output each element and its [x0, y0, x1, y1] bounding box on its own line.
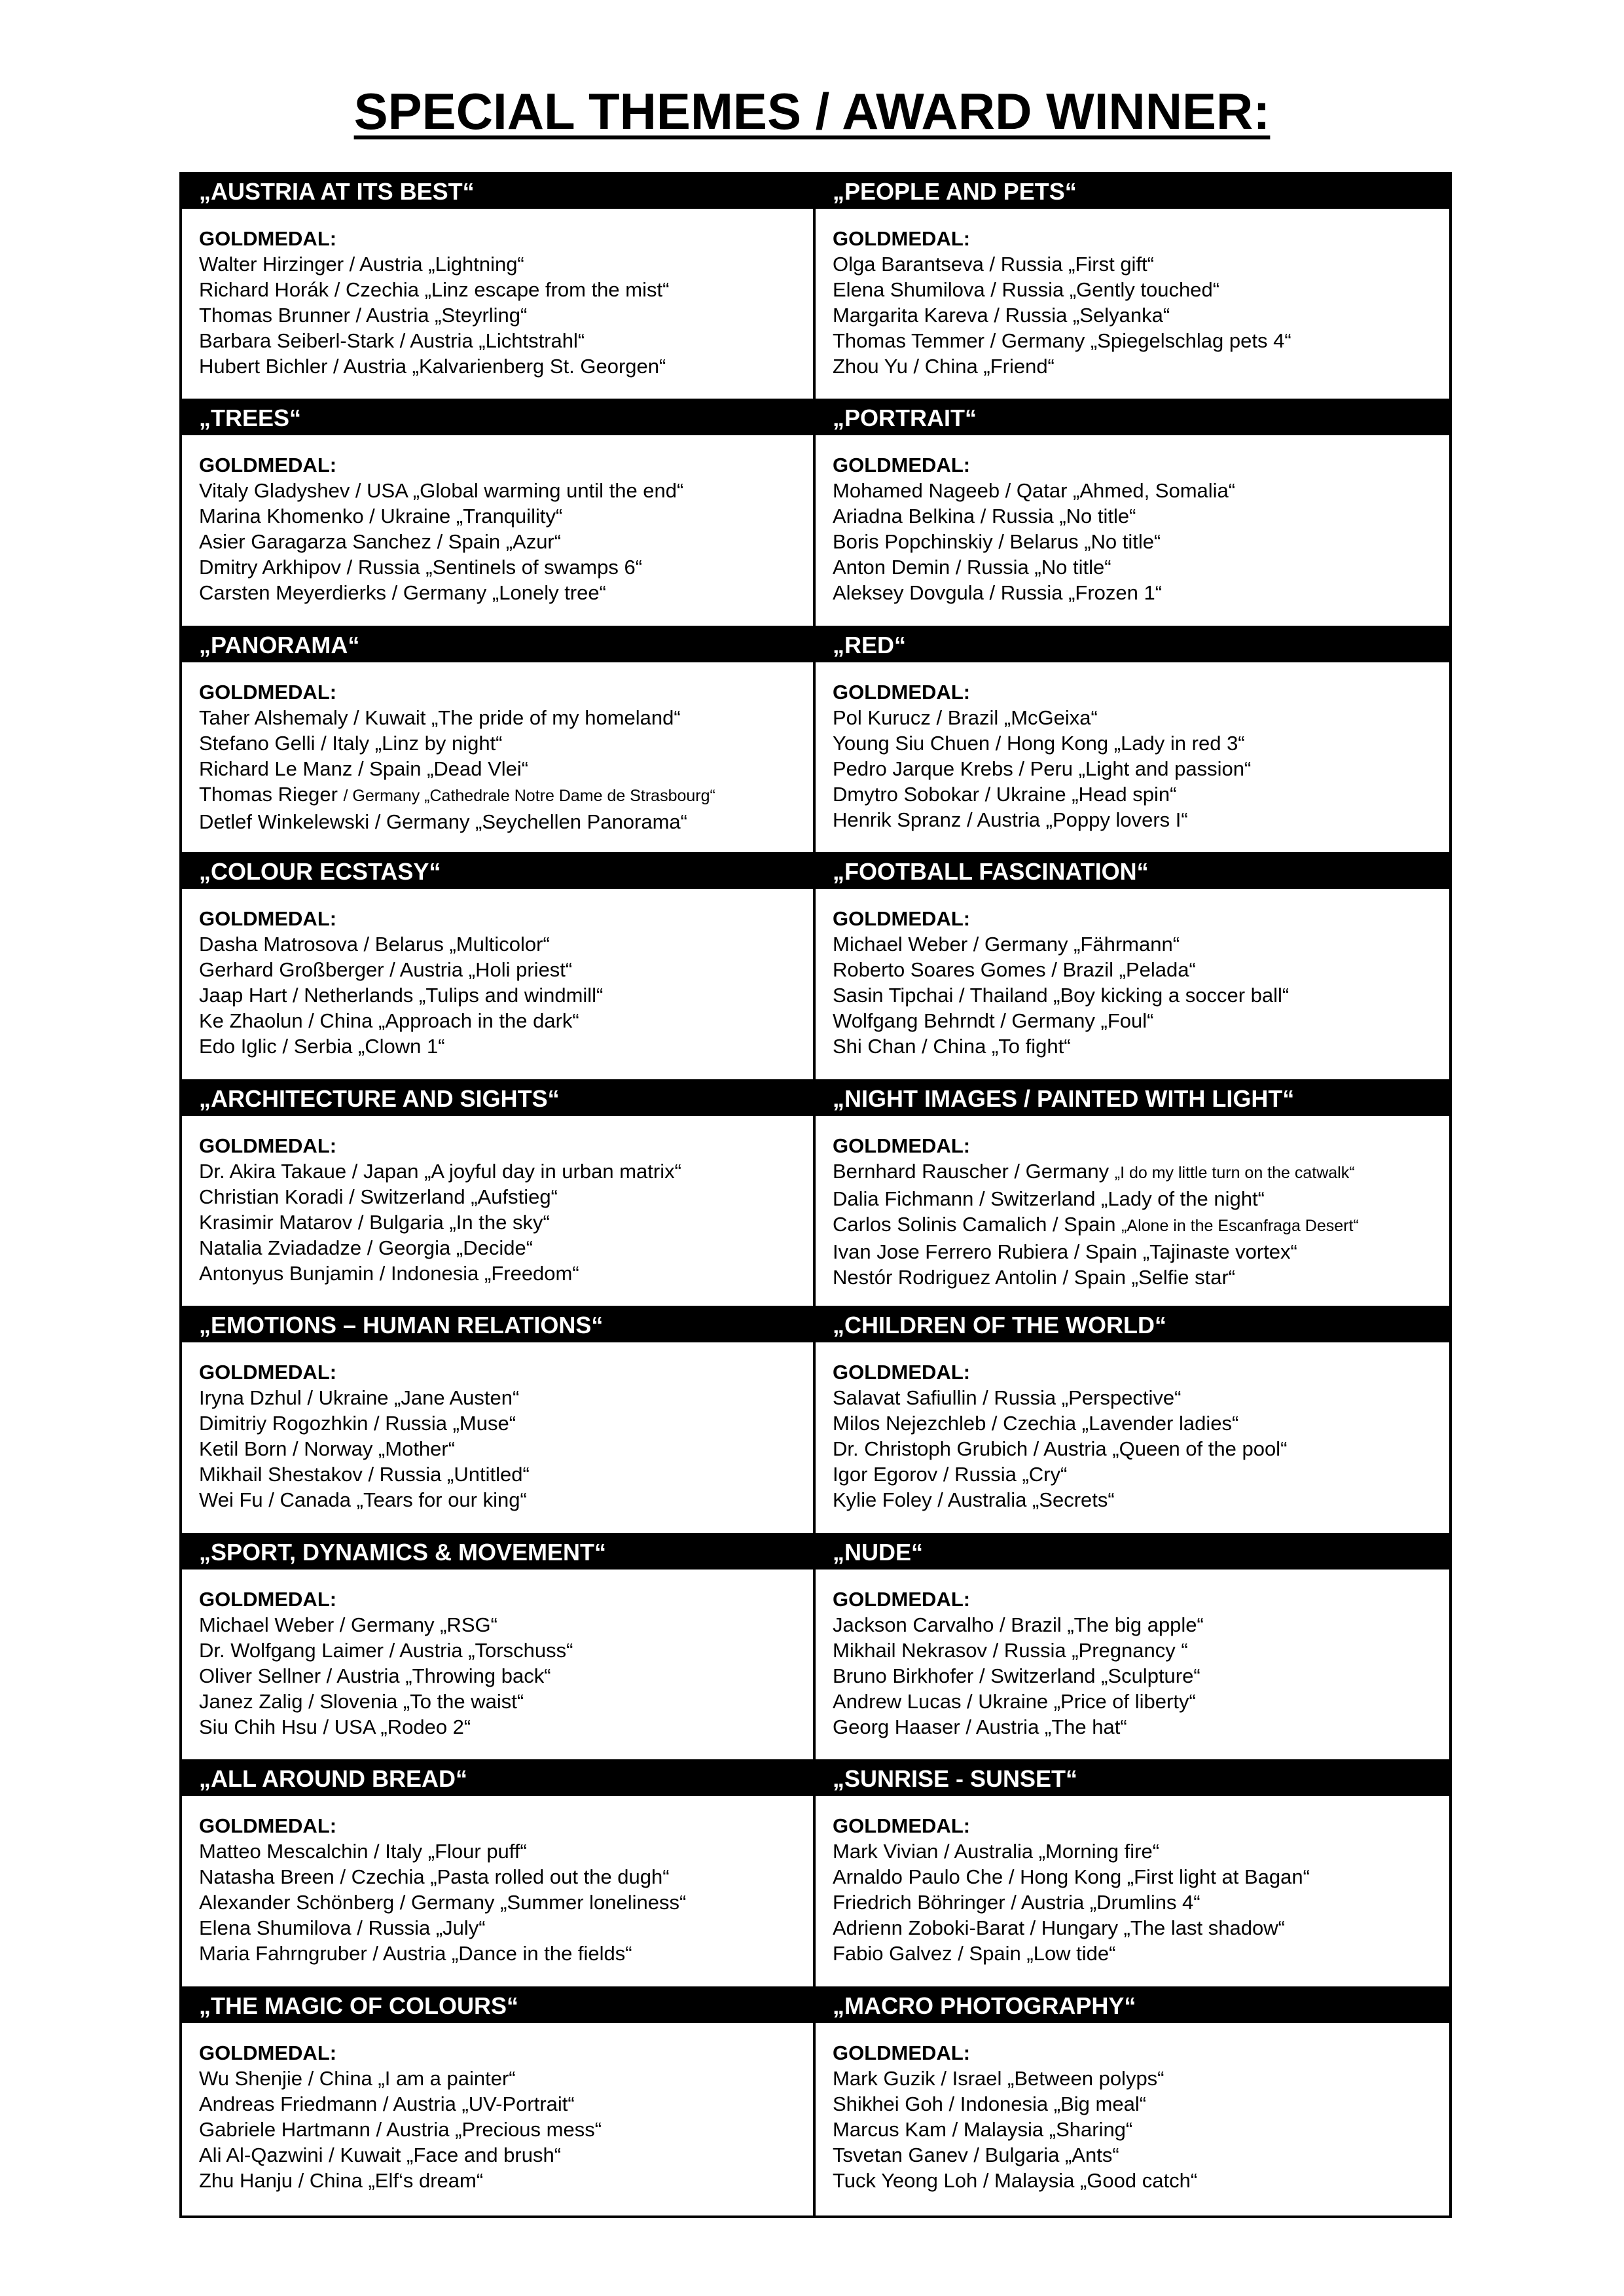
winner-text: Mark Vivian / Australia „Morning fire“: [833, 1840, 1160, 1863]
winner-text: Natalia Zviadadze / Georgia „Decide“: [199, 1236, 533, 1259]
winner-text: Jackson Carvalho / Brazil „The big apple“: [833, 1613, 1204, 1636]
goldmedal-label: GOLDMEDAL:: [199, 1587, 337, 1611]
winner-text: Asier Garagarza Sanchez / Spain „Azur“: [199, 530, 562, 554]
page-title-text: SPECIAL THEMES / AWARD WINNER:: [353, 82, 1271, 140]
winner-text: Walter Hirzinger / Austria „Lightning“: [199, 253, 524, 276]
winner-text: Mikhail Shestakov / Russia „Untitled“: [199, 1463, 530, 1486]
winner-entry: [833, 2091, 1449, 2117]
winner-text-small: / Germany „Cathedrale Notre Dame de Strasbourg“: [343, 786, 715, 805]
theme-body: [182, 1116, 813, 1286]
winner-entry: [199, 2091, 813, 2117]
theme-header: „SUNRISE - SUNSET“: [816, 1762, 1449, 1796]
winner-text: Zhu Hanju / China „Elf‘s dream“: [199, 2168, 484, 2192]
winner-entry: [199, 2142, 813, 2168]
winner-text: Olga Barantseva / Russia „First gift“: [833, 253, 1154, 276]
winner-text: Ariadna Belkina / Russia „No title“: [833, 505, 1136, 528]
theme-body: [816, 889, 1449, 1059]
winner-text: Georg Haaser / Austria „The hat“: [833, 1715, 1127, 1738]
winner-entry: [199, 1008, 813, 1033]
winner-entry: [833, 1186, 1449, 1211]
theme-cell: [816, 1762, 1449, 1988]
winner-entry: [199, 328, 813, 353]
winner-text: Shi Chan / China „To fight“: [833, 1035, 1071, 1058]
winner-entry: [833, 328, 1449, 353]
winner-text: Roberto Soares Gomes / Brazil „Pelada“: [833, 958, 1196, 982]
theme-body: [816, 1796, 1449, 1966]
winner-text-small: „I do my little turn on the catwalk“: [1114, 1163, 1355, 1182]
winner-text: Dalia Fichmann / Switzerland „Lady of the night“: [833, 1187, 1265, 1210]
theme-cell: [816, 1308, 1449, 1535]
winner-entry: [199, 1462, 813, 1487]
winner-entry: [833, 1211, 1449, 1239]
winner-entry: [199, 2066, 813, 2091]
winner-entry: [833, 2142, 1449, 2168]
winner-text: Michael Weber / Germany „RSG“: [199, 1613, 497, 1636]
winner-text: Wolfgang Behrndt / Germany „Foul“: [833, 1009, 1154, 1033]
theme-cell: [182, 401, 816, 628]
winner-entry: [833, 1436, 1449, 1462]
winner-text: Milos Nejezchleb / Czechia „Lavender ladies“: [833, 1412, 1239, 1435]
theme-body: [182, 662, 813, 834]
winner-entry: [199, 2117, 813, 2142]
winner-text: Ke Zhaolun / China „Approach in the dark“: [199, 1009, 579, 1033]
winner-text-small: „Alone in the Escanfraga Desert“: [1121, 1216, 1359, 1235]
winner-entry: [833, 1864, 1449, 1890]
winner-entry: [833, 1941, 1449, 1966]
winner-entry: [199, 554, 813, 580]
winner-text: Natasha Breen / Czechia „Pasta rolled out the dugh“: [199, 1865, 670, 1889]
winner-entry: [199, 1410, 813, 1436]
winner-text: Detlef Winkelewski / Germany „Seychellen Panorama“: [199, 810, 687, 833]
winner-entry: [833, 1033, 1449, 1059]
winner-text: Elena Shumilova / Russia „Gently touched“: [833, 278, 1220, 301]
winner-text: Elena Shumilova / Russia „July“: [199, 1916, 486, 1940]
winner-text: Friedrich Böhringer / Austria „Drumlins 4“: [833, 1891, 1200, 1914]
winner-entry: [833, 957, 1449, 982]
winner-entry: [199, 1158, 813, 1184]
winner-entry: [199, 1261, 813, 1286]
winner-entry: [199, 730, 813, 756]
winner-text: Boris Popchinskiy / Belarus „No title“: [833, 530, 1161, 554]
winner-text: Tsvetan Ganev / Bulgaria „Ants“: [833, 2143, 1119, 2166]
theme-body: [182, 1570, 813, 1740]
winner-entry: [199, 2168, 813, 2193]
winner-text: Mark Guzik / Israel „Between polyps“: [833, 2066, 1164, 2090]
results-table: [179, 172, 1452, 2218]
theme-header: „RED“: [816, 628, 1449, 662]
winner-text: Anton Demin / Russia „No title“: [833, 556, 1111, 579]
winner-entry: [199, 580, 813, 605]
winner-text: Aleksey Dovgula / Russia „Frozen 1“: [833, 581, 1163, 605]
winner-text: Arnaldo Paulo Che / Hong Kong „First light at Bagan“: [833, 1865, 1310, 1889]
winner-entry: [833, 251, 1449, 277]
winner-text: Adrienn Zoboki-Barat / Hungary „The last shadow“: [833, 1916, 1285, 1940]
winner-entry: [833, 580, 1449, 605]
winner-text: Oliver Sellner / Austria „Throwing back“: [199, 1664, 551, 1687]
winner-entry: [833, 1265, 1449, 1290]
winner-text: Wei Fu / Canada „Tears for our king“: [199, 1488, 527, 1512]
winner-text: Tuck Yeong Loh / Malaysia „Good catch“: [833, 2168, 1198, 2192]
winner-entry: [199, 503, 813, 529]
winner-text: Salavat Safiullin / Russia „Perspective“: [833, 1386, 1182, 1410]
winner-text: Dr. Akira Takaue / Japan „A joyful day in urban matrix“: [199, 1159, 681, 1183]
winner-entry: [199, 809, 813, 834]
goldmedal-label: GOLDMEDAL:: [833, 1587, 971, 1611]
goldmedal-label: GOLDMEDAL:: [833, 1361, 971, 1384]
winner-entry: [833, 1839, 1449, 1864]
winner-entry: [833, 2117, 1449, 2142]
winner-entry: [833, 1158, 1449, 1186]
winner-entry: [199, 1385, 813, 1410]
goldmedal-label: GOLDMEDAL:: [199, 227, 337, 250]
winner-entry: [199, 277, 813, 302]
winner-entry: [833, 1663, 1449, 1689]
theme-body: [816, 1570, 1449, 1740]
winner-entry: [199, 1839, 813, 1864]
winner-text: Kylie Foley / Australia „Secrets“: [833, 1488, 1115, 1512]
theme-cell: [182, 855, 816, 1081]
winner-entry: [199, 781, 813, 809]
winner-text: Pedro Jarque Krebs / Peru „Light and passion“: [833, 757, 1252, 780]
winner-text: Iryna Dzhul / Ukraine „Jane Austen“: [199, 1386, 520, 1410]
theme-body: [816, 435, 1449, 605]
winner-entry: [833, 1410, 1449, 1436]
theme-header: „ARCHITECTURE AND SIGHTS“: [182, 1082, 813, 1116]
winner-entry: [833, 2066, 1449, 2091]
theme-header: „NUDE“: [816, 1535, 1449, 1570]
winner-entry: [833, 1385, 1449, 1410]
winner-text: Dmitry Arkhipov / Russia „Sentinels of swamps 6“: [199, 556, 643, 579]
theme-header: „PEOPLE AND PETS“: [816, 175, 1449, 209]
winner-entry: [833, 2168, 1449, 2193]
theme-body: [182, 435, 813, 605]
winner-entry: [833, 1487, 1449, 1513]
winner-entry: [199, 1184, 813, 1210]
theme-header: „MACRO PHOTOGRAPHY“: [816, 1989, 1449, 2023]
winner-entry: [833, 730, 1449, 756]
winner-entry: [833, 478, 1449, 503]
winner-text: Dr. Wolfgang Laimer / Austria „Torschuss“: [199, 1638, 573, 1662]
theme-header: „PANORAMA“: [182, 628, 813, 662]
theme-header: „ALL AROUND BREAD“: [182, 1762, 813, 1796]
theme-cell: [816, 401, 1449, 628]
winner-entry: [833, 705, 1449, 730]
goldmedal-label: GOLDMEDAL:: [833, 1814, 971, 1838]
winner-entry: [833, 1714, 1449, 1740]
theme-cell: [816, 175, 1449, 401]
winner-entry: [199, 529, 813, 554]
winner-text: Carsten Meyerdierks / Germany „Lonely tree“: [199, 581, 606, 605]
theme-cell: [182, 1082, 816, 1308]
winner-text: Matteo Mescalchin / Italy „Flour puff“: [199, 1840, 527, 1863]
theme-body: [182, 889, 813, 1059]
theme-cell: [816, 1082, 1449, 1308]
winner-text: Alexander Schönberg / Germany „Summer loneliness“: [199, 1891, 687, 1914]
theme-cell: [816, 628, 1449, 855]
winner-entry: [199, 1864, 813, 1890]
theme-header: „PORTRAIT“: [816, 401, 1449, 435]
winner-text: Andrew Lucas / Ukraine „Price of liberty“: [833, 1689, 1196, 1713]
winner-entry: [833, 982, 1449, 1008]
winner-text: Carlos Solinis Camalich / Spain: [833, 1212, 1122, 1236]
winner-text: Richard Horák / Czechia „Linz escape from the mist“: [199, 278, 670, 301]
winner-entry: [833, 1239, 1449, 1265]
goldmedal-label: GOLDMEDAL:: [833, 227, 971, 250]
winner-entry: [199, 982, 813, 1008]
winner-text: Ivan Jose Ferrero Rubiera / Spain „Tajinaste vortex“: [833, 1240, 1297, 1263]
winner-text: Bernhard Rauscher / Germany: [833, 1159, 1115, 1183]
theme-body: [816, 1342, 1449, 1513]
winner-text: Michael Weber / Germany „Fährmann“: [833, 933, 1180, 956]
theme-header: „TREES“: [182, 401, 813, 435]
theme-body: [816, 662, 1449, 833]
winner-entry: [199, 957, 813, 982]
winner-entry: [833, 1689, 1449, 1714]
winner-entry: [833, 302, 1449, 328]
winner-text: Gabriele Hartmann / Austria „Precious mess“: [199, 2117, 602, 2141]
winner-text: Richard Le Manz / Spain „Dead Vlei“: [199, 757, 529, 780]
theme-cell: [816, 1989, 1449, 2215]
theme-body: [816, 2023, 1449, 2193]
winner-entry: [833, 1638, 1449, 1663]
winner-entry: [833, 807, 1449, 833]
theme-header: „NIGHT IMAGES / PAINTED WITH LIGHT“: [816, 1082, 1449, 1116]
theme-cell: [182, 1535, 816, 1762]
winner-entry: [833, 1008, 1449, 1033]
winner-text: Barbara Seiberl-Stark / Austria „Lichtstrahl“: [199, 329, 585, 352]
winner-entry: [833, 756, 1449, 781]
winner-entry: [833, 1915, 1449, 1941]
theme-header: „AUSTRIA AT ITS BEST“: [182, 175, 813, 209]
theme-cell: [182, 1989, 816, 2215]
winner-entry: [199, 1436, 813, 1462]
goldmedal-label: GOLDMEDAL:: [199, 1814, 337, 1838]
goldmedal-label: GOLDMEDAL:: [199, 680, 337, 704]
winner-text: Shikhei Goh / Indonesia „Big meal“: [833, 2092, 1147, 2115]
theme-body: [182, 1796, 813, 1966]
winner-text: Stefano Gelli / Italy „Linz by night“: [199, 731, 503, 755]
winner-text: Antonyus Bunjamin / Indonesia „Freedom“: [199, 1261, 579, 1285]
winner-entry: [833, 1890, 1449, 1915]
winner-text: Janez Zalig / Slovenia „To the waist“: [199, 1689, 524, 1713]
winner-text: Igor Egorov / Russia „Cry“: [833, 1463, 1068, 1486]
winner-entry: [199, 251, 813, 277]
theme-header: „EMOTIONS – HUMAN RELATIONS“: [182, 1308, 813, 1342]
theme-cell: [182, 1308, 816, 1535]
winner-entry: [833, 1612, 1449, 1638]
winner-entry: [199, 756, 813, 781]
winner-text: Hubert Bichler / Austria „Kalvarienberg St. Georgen“: [199, 355, 666, 378]
goldmedal-label: GOLDMEDAL:: [833, 2041, 971, 2064]
winner-text: Thomas Rieger: [199, 782, 344, 806]
winner-text: Andreas Friedmann / Austria „UV-Portrait“: [199, 2092, 575, 2115]
page-title: [0, 79, 1624, 144]
goldmedal-label: GOLDMEDAL:: [833, 1134, 971, 1157]
goldmedal-label: GOLDMEDAL:: [833, 680, 971, 704]
winner-entry: [833, 781, 1449, 807]
winner-text: Young Siu Chuen / Hong Kong „Lady in red 3“: [833, 731, 1245, 755]
winner-text: Siu Chih Hsu / USA „Rodeo 2“: [199, 1715, 471, 1738]
winner-entry: [199, 1714, 813, 1740]
winner-entry: [833, 277, 1449, 302]
winner-text: Sasin Tipchai / Thailand „Boy kicking a soccer ball“: [833, 984, 1290, 1007]
winner-entry: [833, 554, 1449, 580]
winner-entry: [199, 1915, 813, 1941]
winner-entry: [833, 931, 1449, 957]
goldmedal-label: GOLDMEDAL:: [199, 907, 337, 931]
goldmedal-label: GOLDMEDAL:: [199, 454, 337, 477]
theme-header: „THE MAGIC OF COLOURS“: [182, 1989, 813, 2023]
theme-cell: [182, 1762, 816, 1988]
winner-text: Fabio Galvez / Spain „Low tide“: [833, 1942, 1116, 1965]
winner-entry: [199, 353, 813, 379]
winner-entry: [833, 353, 1449, 379]
theme-body: [182, 1342, 813, 1513]
winner-entry: [199, 1663, 813, 1689]
winner-entry: [199, 705, 813, 730]
theme-cell: [816, 1535, 1449, 1762]
theme-body: [182, 2023, 813, 2193]
winner-text: Edo Iglic / Serbia „Clown 1“: [199, 1035, 445, 1058]
theme-body: [816, 1116, 1449, 1290]
winner-entry: [199, 302, 813, 328]
winner-text: Taher Alshemaly / Kuwait „The pride of my homeland“: [199, 706, 681, 729]
theme-body: [182, 209, 813, 379]
winner-text: Mohamed Nageeb / Qatar „Ahmed, Somalia“: [833, 479, 1236, 503]
theme-cell: [182, 628, 816, 855]
winner-text: Marcus Kam / Malaysia „Sharing“: [833, 2117, 1133, 2141]
winner-text: Maria Fahrngruber / Austria „Dance in the fields“: [199, 1942, 632, 1965]
theme-body: [816, 209, 1449, 379]
winner-text: Dr. Christoph Grubich / Austria „Queen of the pool“: [833, 1437, 1288, 1461]
winner-entry: [199, 931, 813, 957]
winner-text: Margarita Kareva / Russia „Selyanka“: [833, 304, 1170, 327]
goldmedal-label: GOLDMEDAL:: [199, 2041, 337, 2064]
theme-header: „SPORT, DYNAMICS & MOVEMENT“: [182, 1535, 813, 1570]
theme-header: „CHILDREN OF THE WORLD“: [816, 1308, 1449, 1342]
winner-text: Jaap Hart / Netherlands „Tulips and windmill“: [199, 984, 604, 1007]
winner-entry: [199, 1612, 813, 1638]
winner-text: Bruno Birkhofer / Switzerland „Sculpture“: [833, 1664, 1200, 1687]
winner-entry: [199, 1890, 813, 1915]
winner-entry: [199, 1941, 813, 1966]
winner-entry: [199, 478, 813, 503]
goldmedal-label: GOLDMEDAL:: [199, 1361, 337, 1384]
theme-cell: [816, 855, 1449, 1081]
winner-text: Gerhard Großberger / Austria „Holi priest“: [199, 958, 573, 982]
winner-text: Zhou Yu / China „Friend“: [833, 355, 1055, 378]
winner-text: Ketil Born / Norway „Mother“: [199, 1437, 456, 1461]
winner-entry: [199, 1487, 813, 1513]
winner-entry: [833, 503, 1449, 529]
winner-entry: [199, 1210, 813, 1235]
winner-text: Wu Shenjie / China „I am a painter“: [199, 2066, 516, 2090]
goldmedal-label: GOLDMEDAL:: [199, 1134, 337, 1157]
theme-cell: [182, 175, 816, 401]
winner-text: Vitaly Gladyshev / USA „Global warming until the end“: [199, 479, 684, 503]
winner-entry: [199, 1689, 813, 1714]
winner-entry: [199, 1638, 813, 1663]
winner-text: Dmytro Sobokar / Ukraine „Head spin“: [833, 782, 1177, 806]
winner-text: Marina Khomenko / Ukraine „Tranquility“: [199, 505, 563, 528]
goldmedal-label: GOLDMEDAL:: [833, 454, 971, 477]
winner-text: Ali Al-Qazwini / Kuwait „Face and brush“: [199, 2143, 562, 2166]
winner-text: Christian Koradi / Switzerland „Aufstieg“: [199, 1185, 558, 1208]
winner-entry: [199, 1235, 813, 1261]
theme-header: „FOOTBALL FASCINATION“: [816, 855, 1449, 889]
winner-text: Henrik Spranz / Austria „Poppy lovers I“: [833, 808, 1188, 831]
winner-entry: [199, 1033, 813, 1059]
winner-text: Pol Kurucz / Brazil „McGeixa“: [833, 706, 1098, 729]
winner-text: Krasimir Matarov / Bulgaria „In the sky“: [199, 1210, 550, 1234]
goldmedal-label: GOLDMEDAL:: [833, 907, 971, 931]
winner-text: Thomas Temmer / Germany „Spiegelschlag pets 4“: [833, 329, 1291, 352]
winner-text: Dimitriy Rogozhkin / Russia „Muse“: [199, 1412, 516, 1435]
winner-text: Dasha Matrosova / Belarus „Multicolor“: [199, 933, 550, 956]
winner-text: Nestór Rodriguez Antolin / Spain „Selfie star“: [833, 1265, 1236, 1289]
winner-text: Mikhail Nekrasov / Russia „Pregnancy “: [833, 1638, 1188, 1662]
winner-entry: [833, 529, 1449, 554]
winner-text: Thomas Brunner / Austria „Steyrling“: [199, 304, 528, 327]
theme-header: „COLOUR ECSTASY“: [182, 855, 813, 889]
winner-entry: [833, 1462, 1449, 1487]
